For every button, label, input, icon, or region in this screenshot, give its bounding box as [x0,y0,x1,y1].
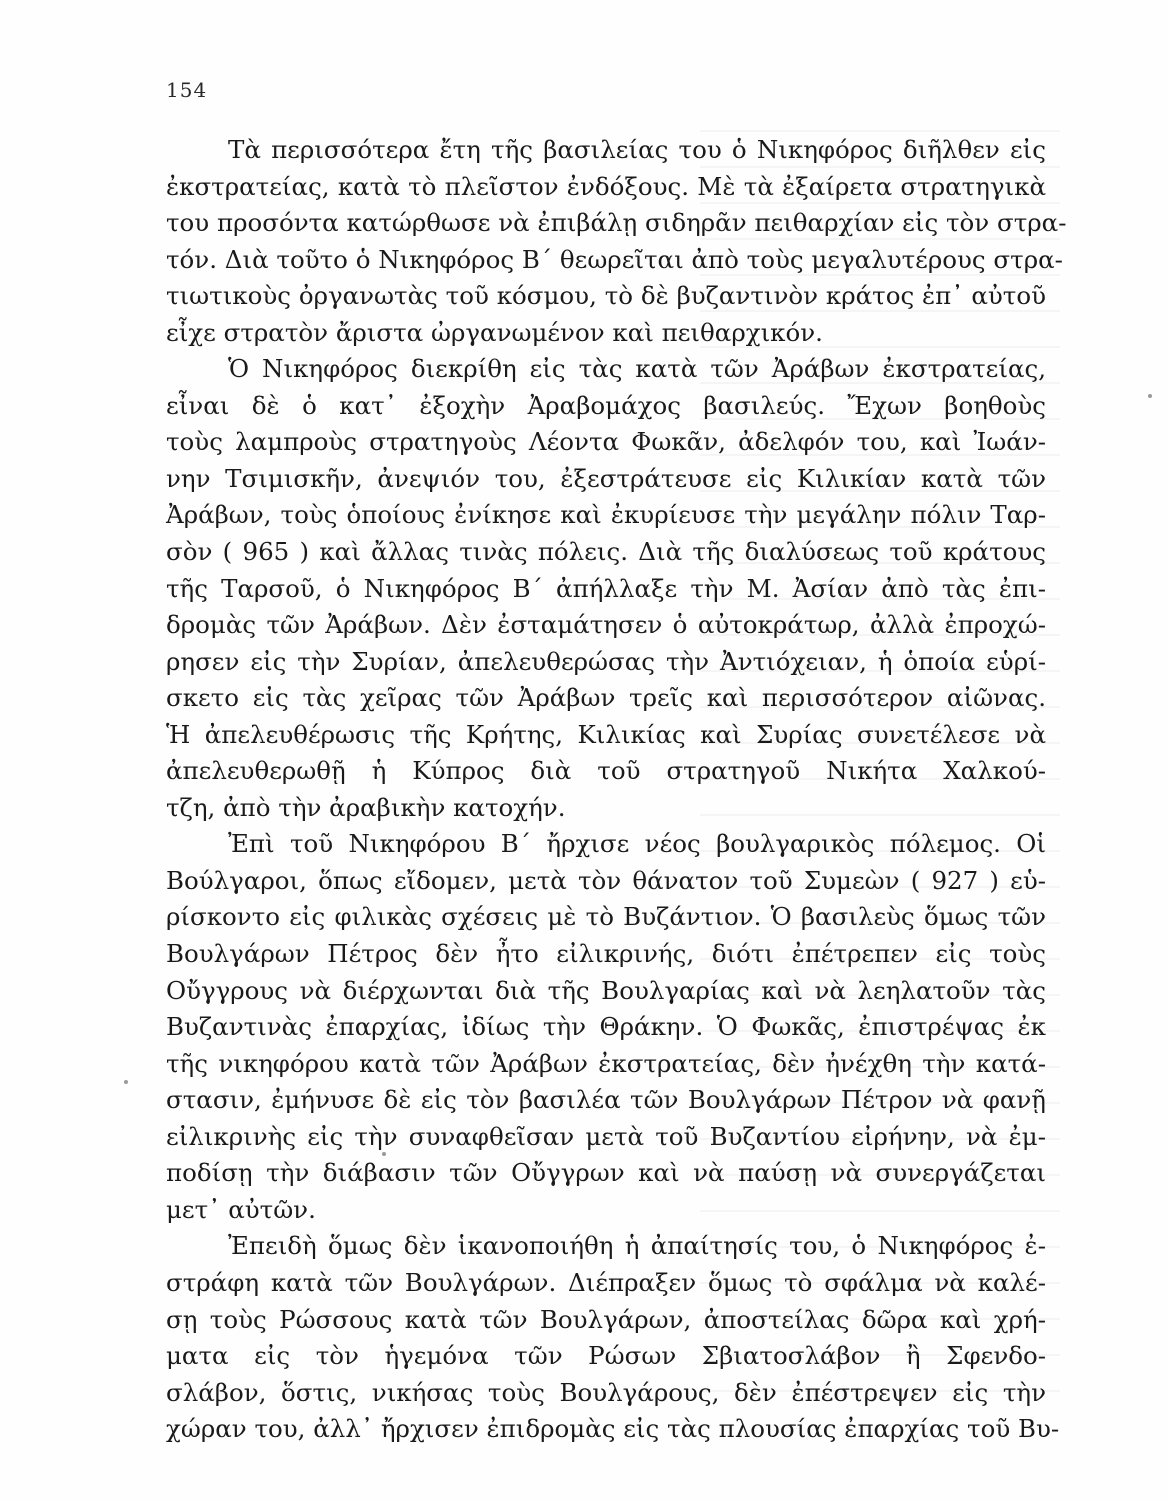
page-number: 154 [166,78,208,102]
text-line: τόν. Διὰ τοῦτο ὁ Νικηφόρος Β΄ θεωρεῖται ἀπὸ τοὺς μεγαλυτέρους στρα- [166,244,1063,274]
text-line: εἰλικρινὴς εἰς τὴν συναφθεῖσαν μετὰ τοῦ Βυζαντίου εἰρήνην, νὰ ἐμ- [166,1121,1046,1151]
text-line: σὸν ( 965 ) καὶ ἄλλας τινὰς πόλεις. Διὰ τῆς διαλύσεως τοῦ κράτους [166,537,1046,567]
text-line: ρησεν εἰς τὴν Συρίαν, ἀπελευθερώσας τὴν Ἀντιόχειαν, ἡ ὁποία εὑρί- [166,646,1046,676]
text-line: ματα εἰς τὸν ἡγεμόνα τῶν Ρώσων Σβιατοσλάβον ἢ Σφενδο- [166,1341,1046,1371]
text-line: τῆς Ταρσοῦ, ὁ Νικηφόρος Β΄ ἀπήλλαξε τὴν Μ. Ἀσίαν ἀπὸ τὰς ἐπι- [166,573,1046,603]
text-line: δρομὰς τῶν Ἀράβων. Δὲν ἐσταμάτησεν ὁ αὐτοκράτωρ, ἀλλὰ ἐπροχώ- [166,610,1046,640]
stray-mark [1148,394,1152,398]
text-line: Ὁ Νικηφόρος διεκρίθη εἰς τὰς κατὰ τῶν Ἀράβων ἐκστρατείας, [228,354,1046,384]
text-line: Τὰ περισσότερα ἔτη τῆς βασιλείας του ὁ Νικηφόρος διῆλθεν εἰς [228,135,1046,164]
text-line: σλάβον, ὅστις, νικήσας τοὺς Βουλγάρους, δὲν ἐπέστρεψεν εἰς τὴν [166,1377,1046,1407]
text-line: μετ᾽ αὐτῶν. [166,1194,316,1224]
text-line: τοὺς λαμπροὺς στρατηγοὺς Λέοντα Φωκᾶν, ἀδελφόν του, καὶ Ἰωάν- [166,427,1046,457]
text-line: ρίσκοντο εἰς φιλικὰς σχέσεις μὲ τὸ Βυζάντιον. Ὁ βασιλεὺς ὅμως τῶν [166,902,1046,932]
text-line: τῆς νικηφόρου κατὰ τῶν Ἀράβων ἐκστρατείας, δὲν ἠνέχθη τὴν κατά- [166,1048,1046,1078]
text-line: εἶχε στρατὸν ἄριστα ὠργανωμένον καὶ πειθαρχικόν. [166,317,823,347]
text-line: εἶναι δὲ ὁ κατ᾽ ἐξοχὴν Ἀραβομάχος βασιλεύς. Ἔχων βοηθοὺς [166,390,1046,420]
text-line: Οὔγγρους νὰ διέρχωνται διὰ τῆς Βουλγαρίας καὶ νὰ λεηλατοῦν τὰς [166,975,1046,1005]
text-line: Ἐπὶ τοῦ Νικηφόρου Β΄ ἤρχισε νέος βουλγαρικὸς πόλεμος. Οἱ [228,829,1046,859]
text-line: Βούλγαροι, ὅπως εἴδομεν, μετὰ τὸν θάνατον τοῦ Συμεὼν ( 927 ) εὑ- [166,865,1046,895]
text-line: σῃ τοὺς Ρώσσους κατὰ τῶν Βουλγάρων, ἀποστείλας δῶρα καὶ χρή- [166,1304,1046,1334]
text-line: τιωτικοὺς ὀργανωτὰς τοῦ κόσμου, τὸ δὲ βυζαντινὸν κράτος ἐπ᾽ αὐτοῦ [166,281,1046,311]
text-line: χώραν του, ἀλλ᾽ ἤρχισεν ἐπιδρομὰς εἰς τὰς πλουσίας ἐπαρχίας τοῦ Βυ- [166,1414,1060,1444]
body-text [166,132,1067,1448]
text-line: Ἡ ἀπελευθέρωσις τῆς Κρήτης, Κιλικίας καὶ Συρίας συνετέλεσε νὰ [166,719,1046,749]
text-line: στασιν, ἐμήνυσε δὲ εἰς τὸν βασιλέα τῶν Βουλγάρων Πέτρον νὰ φανῇ [166,1085,1046,1115]
text-line: ἀπελευθερωθῇ ἡ Κύπρος διὰ τοῦ στρατηγοῦ Νικήτα Χαλκού- [166,756,1046,786]
text-line: Βυζαντινὰς ἐπαρχίας, ἰδίως τὴν Θράκην. Ὁ Φωκᾶς, ἐπιστρέψας ἐκ [166,1012,1046,1042]
text-line: Ἐπειδὴ ὅμως δὲν ἱκανοποιήθη ἡ ἀπαίτησίς του, ὁ Νικηφόρος ἐ- [228,1231,1046,1261]
stray-mark [382,1152,386,1156]
text-line: ἐκστρατείας, κατὰ τὸ πλεῖστον ἐνδόξους. Μὲ τὰ ἐξαίρετα στρατηγικὰ [166,171,1046,201]
text-line: στράφη κατὰ τῶν Βουλγάρων. Διέπραξεν ὅμως τὸ σφάλμα νὰ καλέ- [166,1267,1046,1297]
text-line: νην Τσιμισκῆν, ἀνεψιόν του, ἐξεστράτευσε εἰς Κιλικίαν κατὰ τῶν [166,463,1046,493]
text-line: σκετο εἰς τὰς χεῖρας τῶν Ἀράβων τρεῖς καὶ περισσότερον αἰῶνας. [166,683,1046,713]
stray-mark [124,1080,128,1084]
text-line: Βουλγάρων Πέτρος δὲν ἦτο εἰλικρινής, διότι ἐπέτρεπεν εἰς τοὺς [166,939,1046,969]
text-line: του προσόντα κατώρθωσε νὰ ἐπιβάλῃ σιδηρᾶν πειθαρχίαν εἰς τὸν στρα- [166,208,1067,238]
text-line: τζη, ἀπὸ τὴν ἀραβικὴν κατοχήν. [166,792,566,822]
text-line: Ἀράβων, τοὺς ὁποίους ἐνίκησε καὶ ἐκυρίευσε τὴν μεγάλην πόλιν Ταρ- [166,500,1046,530]
text-line: ποδίσῃ τὴν διάβασιν τῶν Οὔγγρων καὶ νὰ παύσῃ νὰ συνεργάζεται [166,1158,1046,1188]
